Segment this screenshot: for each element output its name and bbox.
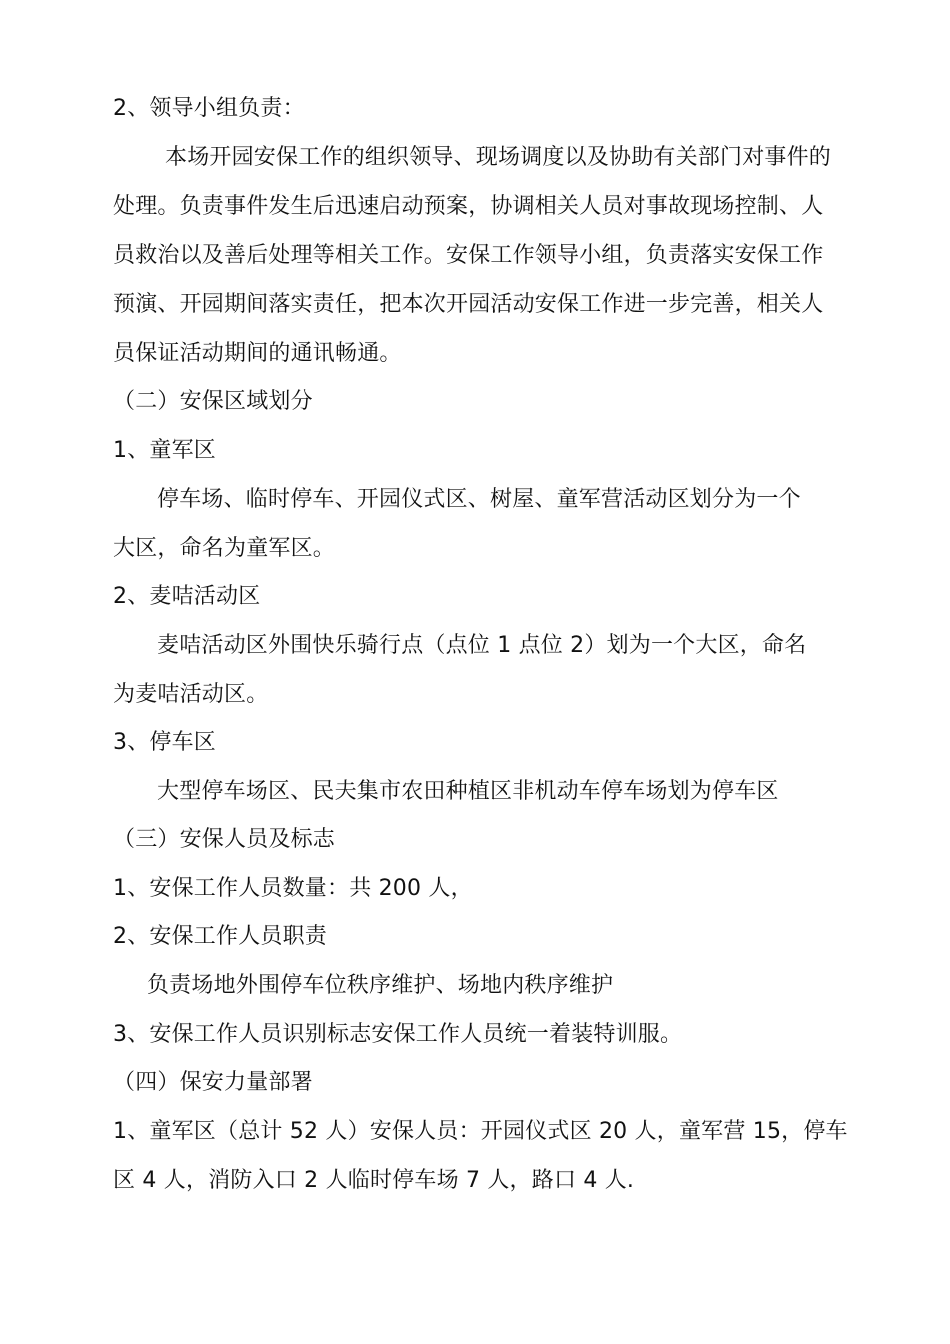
- section-4-heading: （四）保安力量部署: [113, 1070, 313, 1095]
- staff-count: 1、安保工作人员数量：共 200 人，: [113, 876, 473, 901]
- section-2-heading: （二）安保区域划分: [113, 389, 313, 414]
- leader-group-para-line-1: 本场开园安保工作的组织领导、现场调度以及协助有关部门对事件的: [165, 145, 832, 170]
- leader-group-heading: 2、领导小组负责：: [113, 96, 305, 121]
- leader-group-para-line-4: 预演、开园期间落实责任，把本次开园活动安保工作进一步完善，相关人: [113, 292, 824, 317]
- leader-group-para-line-5: 员保证活动期间的通讯畅通。: [113, 341, 402, 366]
- staff-duty-heading: 2、安保工作人员职责: [113, 924, 327, 949]
- section-3-heading: （三）安保人员及标志: [113, 827, 336, 852]
- zone-2-para-line-1: 麦咭活动区外围快乐骑行点（点位 1 点位 2）划为一个大区，命名: [157, 633, 807, 658]
- zone-3-heading: 3、停车区: [113, 730, 216, 755]
- zone-1-heading: 1、童军区: [113, 438, 216, 463]
- zone-2-heading: 2、麦咭活动区: [113, 584, 261, 609]
- staff-mark: 3、安保工作人员识别标志安保工作人员统一着装特训服。: [113, 1022, 683, 1047]
- deploy-para-line-2: 区 4 人，消防入口 2 人临时停车场 7 人，路口 4 人.: [113, 1168, 635, 1193]
- zone-2-para-line-2: 为麦咭活动区。: [113, 682, 269, 707]
- deploy-para-line-1: 1、童军区（总计 52 人）安保人员：开园仪式区 20 人，童军营 15，停车: [113, 1119, 848, 1144]
- zone-3-para: 大型停车场区、民夫集市农田种植区非机动车停车场划为停车区: [157, 779, 779, 804]
- leader-group-para-line-2: 处理。负责事件发生后迅速启动预案，协调相关人员对事故现场控制、人: [113, 194, 824, 219]
- staff-duty-para: 负责场地外围停车位秩序维护、场地内秩序维护: [147, 973, 614, 998]
- zone-1-para-line-2: 大区，命名为童军区。: [113, 536, 336, 561]
- leader-group-para-line-3: 员救治以及善后处理等相关工作。安保工作领导小组，负责落实安保工作: [113, 243, 824, 268]
- zone-1-para-line-1: 停车场、临时停车、开园仪式区、树屋、童军营活动区划分为一个: [157, 487, 801, 512]
